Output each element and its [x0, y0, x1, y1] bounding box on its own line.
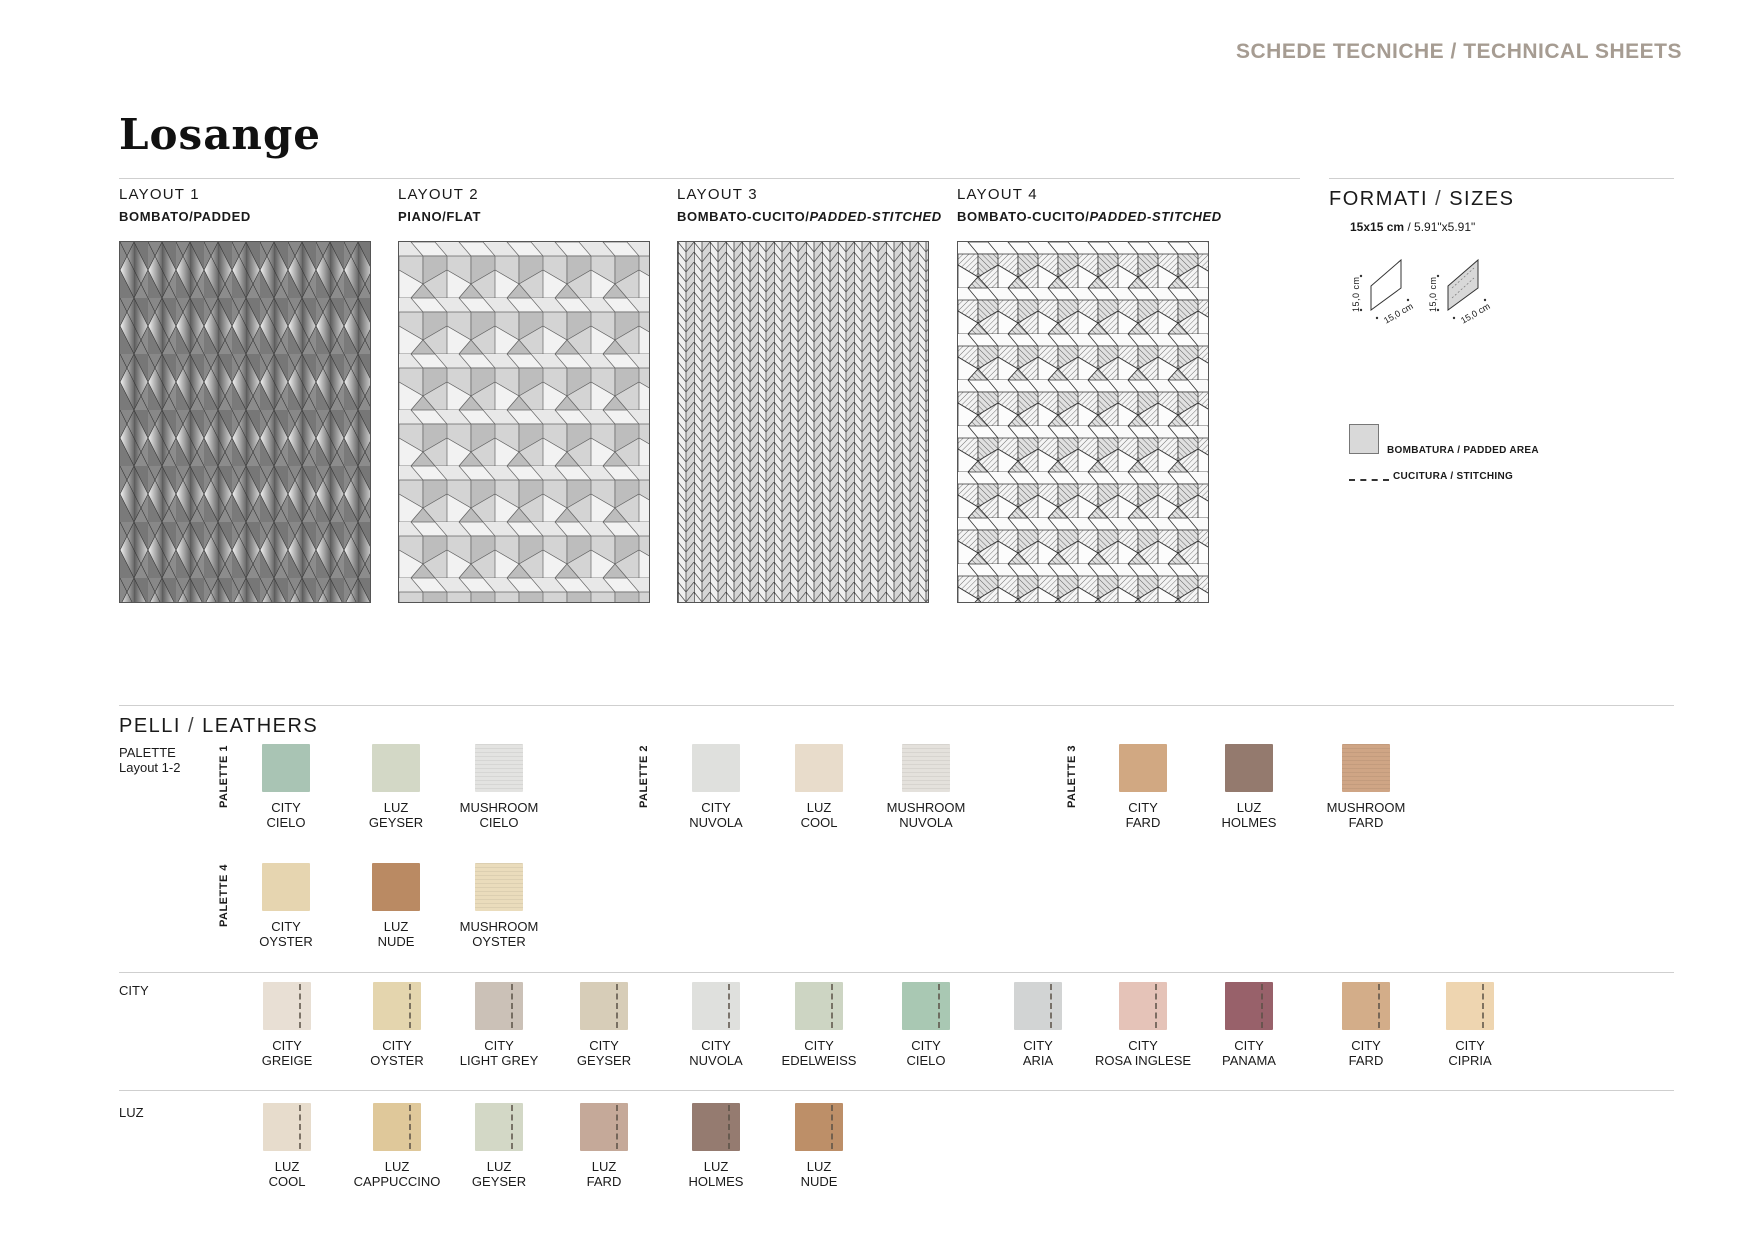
stitching-line-sample — [1349, 479, 1389, 481]
label-palette3-city-fard — [1083, 800, 1203, 830]
luz-item-line2: NUDE — [800, 1174, 838, 1189]
city-item-line2: FARD — [1348, 1053, 1384, 1068]
palette2-item3-line1: MUSHROOM — [886, 800, 966, 815]
palette3-item2-line1: LUZ — [1236, 800, 1262, 815]
swatch-palette2-mushroom-nuvola — [902, 744, 950, 792]
city-label-geyser — [544, 1038, 664, 1068]
city-row-label: CITY — [119, 983, 149, 998]
label-palette4-mushroom-oyster — [439, 919, 559, 949]
palette-4-label: PALETTE 4 — [218, 864, 230, 927]
swatch-palette4-luz-nude — [372, 863, 420, 911]
city-item-line1: CITY — [911, 1038, 941, 1053]
format-size-inch: / 5.91"x5.91" — [1404, 220, 1476, 234]
palette1-item1-line2: CIELO — [266, 815, 306, 830]
swatch-palette2-luz-cool — [795, 744, 843, 792]
city-item-line2: CIPRIA — [1448, 1053, 1492, 1068]
legend-stitching: CUCITURA / STITCHING — [1393, 471, 1514, 482]
city-item-line1: CITY — [1234, 1038, 1264, 1053]
palette2-item3-line2: NUVOLA — [899, 815, 953, 830]
padded-area-swatch — [1349, 424, 1379, 454]
dim-width-2: 15,0 cm — [1459, 300, 1492, 326]
label-palette2-mushroom-nuvola — [866, 800, 986, 830]
layout-2-subtitle — [398, 209, 658, 224]
layout-1 — [119, 186, 379, 224]
luz-swatch-nude — [795, 1103, 843, 1151]
layout-1-title: LAYOUT 1 — [119, 186, 200, 203]
product-title: Losange — [119, 110, 322, 159]
luz-row-label: LUZ — [119, 1105, 144, 1120]
luz-label-cool — [227, 1159, 347, 1189]
luz-swatch-geyser — [475, 1103, 523, 1151]
city-swatch-aria — [1014, 982, 1062, 1030]
city-swatch-fard — [1342, 982, 1390, 1030]
layout-1-subtitle — [119, 209, 379, 224]
city-label-fard — [1306, 1038, 1426, 1068]
palette1-item2-line2: GEYSER — [368, 815, 424, 830]
palette3-item1-line2: FARD — [1125, 815, 1161, 830]
layout-3-subtitle — [677, 209, 967, 224]
label-palette1-city-cielo — [226, 800, 346, 830]
luz-label-nude — [759, 1159, 879, 1189]
palette1-item1-line1: CITY — [271, 800, 301, 815]
layout-3-sub-italic: PADDED-STITCHED — [809, 209, 942, 224]
layout-4-sub-italic: PADDED-STITCHED — [1089, 209, 1222, 224]
luz-item-line1: LUZ — [703, 1159, 729, 1174]
layout-4 — [957, 186, 1247, 224]
palette-2-label: PALETTE 2 — [638, 745, 650, 808]
city-label-rosa-inglese — [1083, 1038, 1203, 1068]
luz-item-line1: LUZ — [486, 1159, 512, 1174]
palette4-item3-line2: OYSTER — [472, 934, 526, 949]
layout-4-subtitle — [957, 209, 1247, 224]
palette1-item3-line1: MUSHROOM — [459, 800, 539, 815]
palette3-item3-line2: FARD — [1348, 815, 1384, 830]
palette-1-label: PALETTE 1 — [218, 745, 230, 808]
leathers-title-en: LEATHERS — [202, 715, 319, 737]
label-palette2-city-nuvola — [656, 800, 776, 830]
city-label-edelweiss — [759, 1038, 879, 1068]
palette3-item1-line1: CITY — [1128, 800, 1158, 815]
palette4-item2-line1: LUZ — [383, 919, 409, 934]
formats-title-en: SIZES — [1449, 188, 1515, 210]
palette-label-line1: PALETTE — [119, 745, 176, 760]
palette2-item1-line2: NUVOLA — [689, 815, 743, 830]
swatch-palette1-luz-geyser — [372, 744, 420, 792]
city-swatch-edelweiss — [795, 982, 843, 1030]
format-size — [1350, 220, 1475, 234]
palette-layout-label — [119, 745, 180, 775]
layout-2-pattern — [398, 241, 650, 603]
formats-divider — [1329, 178, 1674, 179]
city-label-light-grey — [439, 1038, 559, 1068]
city-item-line2: LIGHT GREY — [459, 1053, 539, 1068]
city-swatch-cipria — [1446, 982, 1494, 1030]
city-item-line1: CITY — [1128, 1038, 1158, 1053]
luz-swatch-holmes — [692, 1103, 740, 1151]
palette1-item3-line2: CIELO — [479, 815, 519, 830]
leathers-divider — [119, 705, 1674, 706]
palette3-item2-line2: HOLMES — [1221, 815, 1277, 830]
luz-item-line1: LUZ — [591, 1159, 617, 1174]
palette4-item3-line1: MUSHROOM — [459, 919, 539, 934]
city-swatch-nuvola — [692, 982, 740, 1030]
formats-title-sep: / — [1428, 188, 1450, 210]
city-item-line1: CITY — [382, 1038, 412, 1053]
luz-item-line2: FARD — [586, 1174, 622, 1189]
swatch-palette4-mushroom-oyster — [475, 863, 523, 911]
palette3-item3-line1: MUSHROOM — [1326, 800, 1406, 815]
luz-label-holmes — [656, 1159, 776, 1189]
luz-item-line2: GEYSER — [471, 1174, 527, 1189]
city-label-nuvola — [656, 1038, 776, 1068]
swatch-palette1-city-cielo — [262, 744, 310, 792]
luz-divider — [119, 1090, 1674, 1091]
legend-padded-area: BOMBATURA / PADDED AREA — [1387, 445, 1539, 456]
swatch-palette3-luz-holmes — [1225, 744, 1273, 792]
city-item-line2: EDELWEISS — [781, 1053, 857, 1068]
luz-label-geyser — [439, 1159, 559, 1189]
palette4-item2-line2: NUDE — [377, 934, 415, 949]
leathers-title — [119, 715, 318, 738]
layout-2 — [398, 186, 658, 224]
luz-item-line2: HOLMES — [688, 1174, 744, 1189]
layout-1-sub-main: BOMBATO/PADDED — [119, 209, 251, 224]
layout-3-pattern — [677, 241, 929, 603]
city-item-line2: GEYSER — [576, 1053, 632, 1068]
city-item-line2: CIELO — [906, 1053, 946, 1068]
city-item-line1: CITY — [589, 1038, 619, 1053]
leathers-title-sep: / — [180, 715, 203, 737]
city-label-panama — [1189, 1038, 1309, 1068]
city-item-line2: ARIA — [1022, 1053, 1054, 1068]
palette-label-line2: Layout 1-2 — [119, 760, 181, 775]
city-item-line1: CITY — [701, 1038, 731, 1053]
city-item-line1: CITY — [804, 1038, 834, 1053]
city-label-greige — [227, 1038, 347, 1068]
city-item-line2: GREIGE — [261, 1053, 313, 1068]
palette2-item2-line1: LUZ — [806, 800, 832, 815]
document-section-tag: SCHEDE TECNICHE / TECHNICAL SHEETS — [1236, 40, 1682, 63]
dim-height-1: 15,0 cm — [1351, 276, 1361, 312]
city-swatch-greige — [263, 982, 311, 1030]
luz-swatch-cappuccino — [373, 1103, 421, 1151]
label-palette4-luz-nude — [336, 919, 456, 949]
layout-3-sub-main: BOMBATO-CUCITO/ — [677, 209, 810, 224]
palette4-item1-line2: OYSTER — [259, 934, 313, 949]
swatch-palette1-mushroom-cielo — [475, 744, 523, 792]
layout-2-title: LAYOUT 2 — [398, 186, 479, 203]
label-palette1-luz-geyser — [336, 800, 456, 830]
city-swatch-geyser — [580, 982, 628, 1030]
city-label-cielo — [866, 1038, 986, 1068]
layout-4-pattern — [957, 241, 1209, 603]
city-item-line1: CITY — [1023, 1038, 1053, 1053]
city-swatch-light-grey — [475, 982, 523, 1030]
city-divider — [119, 972, 1674, 973]
city-item-line1: CITY — [1351, 1038, 1381, 1053]
luz-swatch-cool — [263, 1103, 311, 1151]
layout-3 — [677, 186, 967, 224]
dim-height-2: 15,0 cm — [1428, 276, 1438, 312]
swatch-palette3-city-fard — [1119, 744, 1167, 792]
city-item-line2: OYSTER — [370, 1053, 424, 1068]
city-item-line1: CITY — [484, 1038, 514, 1053]
layouts-divider — [119, 178, 1300, 179]
leathers-title-main: PELLI — [119, 715, 181, 737]
city-swatch-rosa-inglese — [1119, 982, 1167, 1030]
city-swatch-panama — [1225, 982, 1273, 1030]
luz-item-line1: LUZ — [806, 1159, 832, 1174]
luz-item-line2: COOL — [268, 1174, 306, 1189]
palette2-item2-line2: COOL — [800, 815, 838, 830]
label-palette1-mushroom-cielo — [439, 800, 559, 830]
layout-4-sub-main: BOMBATO-CUCITO/ — [957, 209, 1090, 224]
formats-title-main: FORMATI — [1329, 188, 1429, 210]
swatch-palette2-city-nuvola — [692, 744, 740, 792]
city-item-line2: NUVOLA — [689, 1053, 743, 1068]
luz-item-line1: LUZ — [274, 1159, 300, 1174]
city-label-cipria — [1410, 1038, 1530, 1068]
palette4-item1-line1: CITY — [271, 919, 301, 934]
layout-1-pattern — [119, 241, 371, 603]
luz-label-fard — [544, 1159, 664, 1189]
city-item-line1: CITY — [272, 1038, 302, 1053]
luz-item-line2: CAPPUCCINO — [353, 1174, 441, 1189]
label-palette2-luz-cool — [759, 800, 879, 830]
city-label-aria — [978, 1038, 1098, 1068]
format-size-cm: 15x15 cm — [1350, 220, 1405, 234]
palette1-item2-line1: LUZ — [383, 800, 409, 815]
city-item-line1: CITY — [1455, 1038, 1485, 1053]
palette2-item1-line1: CITY — [701, 800, 731, 815]
label-palette3-luz-holmes — [1189, 800, 1309, 830]
city-item-line2: ROSA INGLESE — [1094, 1053, 1192, 1068]
swatch-palette4-city-oyster — [262, 863, 310, 911]
layout-4-title: LAYOUT 4 — [957, 186, 1038, 203]
label-palette4-city-oyster — [226, 919, 346, 949]
layout-3-title: LAYOUT 3 — [677, 186, 758, 203]
dim-width-1: 15,0 cm — [1382, 300, 1415, 326]
luz-item-line1: LUZ — [384, 1159, 410, 1174]
palette-3-label: PALETTE 3 — [1066, 745, 1078, 808]
formats-title — [1329, 188, 1514, 211]
city-swatch-cielo — [902, 982, 950, 1030]
city-swatch-oyster — [373, 982, 421, 1030]
city-item-line2: PANAMA — [1222, 1053, 1276, 1068]
label-palette3-mushroom-fard — [1306, 800, 1426, 830]
layout-2-sub-main: PIANO/FLAT — [398, 209, 482, 224]
swatch-palette3-mushroom-fard — [1342, 744, 1390, 792]
luz-swatch-fard — [580, 1103, 628, 1151]
